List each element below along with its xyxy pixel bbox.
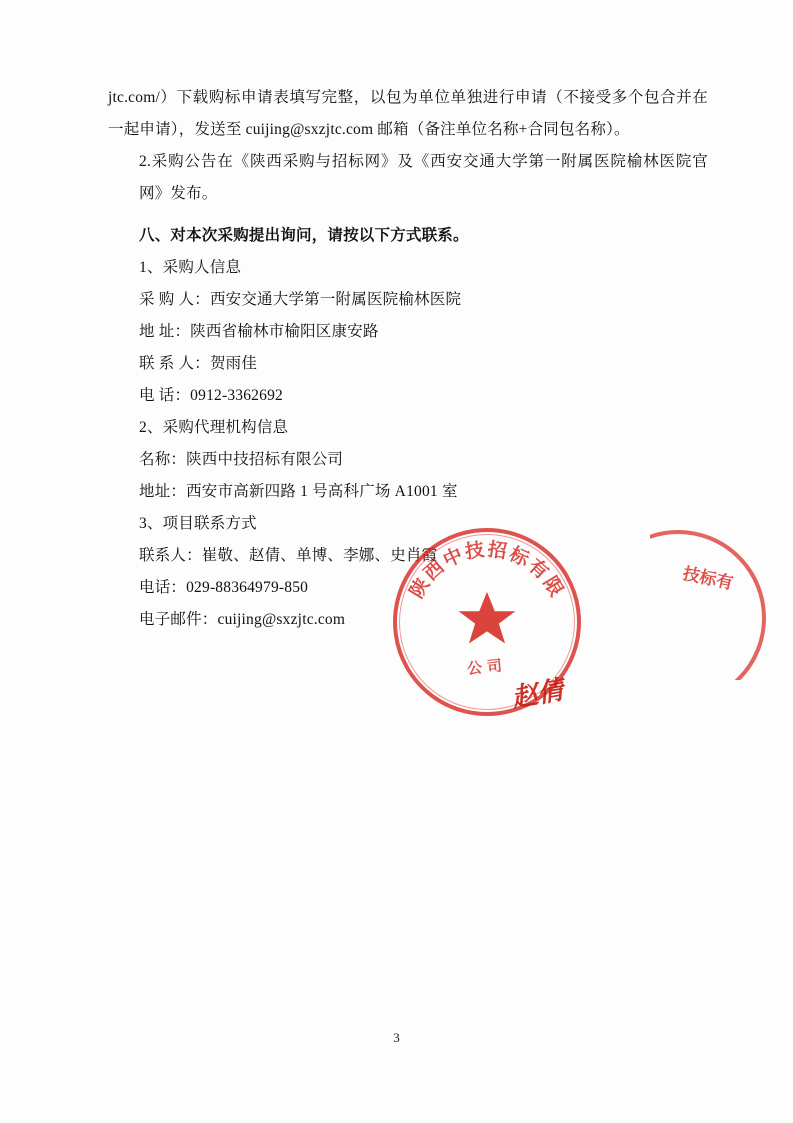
subheading-agency-info: 2、采购代理机构信息 [139,419,289,436]
seal-company-name: 陕西中技招标有限 [406,539,568,603]
field-buyer-phone: 电 话：0912-3362692 [139,387,283,404]
secondary-seal-text: 技标有 [681,563,736,594]
field-project-phone: 电话：029-88364979-850 [139,579,309,596]
page-number: 3 [393,1030,400,1045]
seal-bottom-text: 公司 [466,657,508,679]
document-body [108,82,708,636]
subheading-project-contact: 3、项目联系方式 [139,515,257,532]
heading-section-eight: 八、对本次采购提出询问，请按以下方式联系。 [139,227,469,244]
paragraph-download-instruction: jtc.com/）下载购标申请表填写完整，以包为单位单独进行申请（不接受多个包合并在一起申请），发送至 cuijing@sxzjtc.com 邮箱（备注单位名称+合同包名称）。 [108,89,708,138]
handwritten-signature: 赵倩 [509,675,566,713]
field-agency-name: 名称：陕西中技招标有限公司 [139,451,344,468]
field-buyer-contact: 联 系 人：贺雨佳 [139,355,258,372]
field-buyer-name: 采 购 人：西安交通大学第一附属医院榆林医院 [139,291,462,308]
field-project-contacts: 联系人：崔敬、赵倩、单博、李娜、史肖霞 [139,547,438,564]
field-project-email: 电子邮件：cuijing@sxzjtc.com [139,611,346,628]
field-buyer-address: 地 址：陕西省榆林市榆阳区康安路 [139,323,379,340]
paragraph-announcement: 2.采购公告在《陕西采购与招标网》及《西安交通大学第一附属医院榆林医院官网》发布。 [139,153,708,202]
subheading-buyer-info: 1、采购人信息 [139,259,242,276]
field-agency-address: 地址：西安市高新四路 1 号高科广场 A1001 室 [139,483,458,500]
